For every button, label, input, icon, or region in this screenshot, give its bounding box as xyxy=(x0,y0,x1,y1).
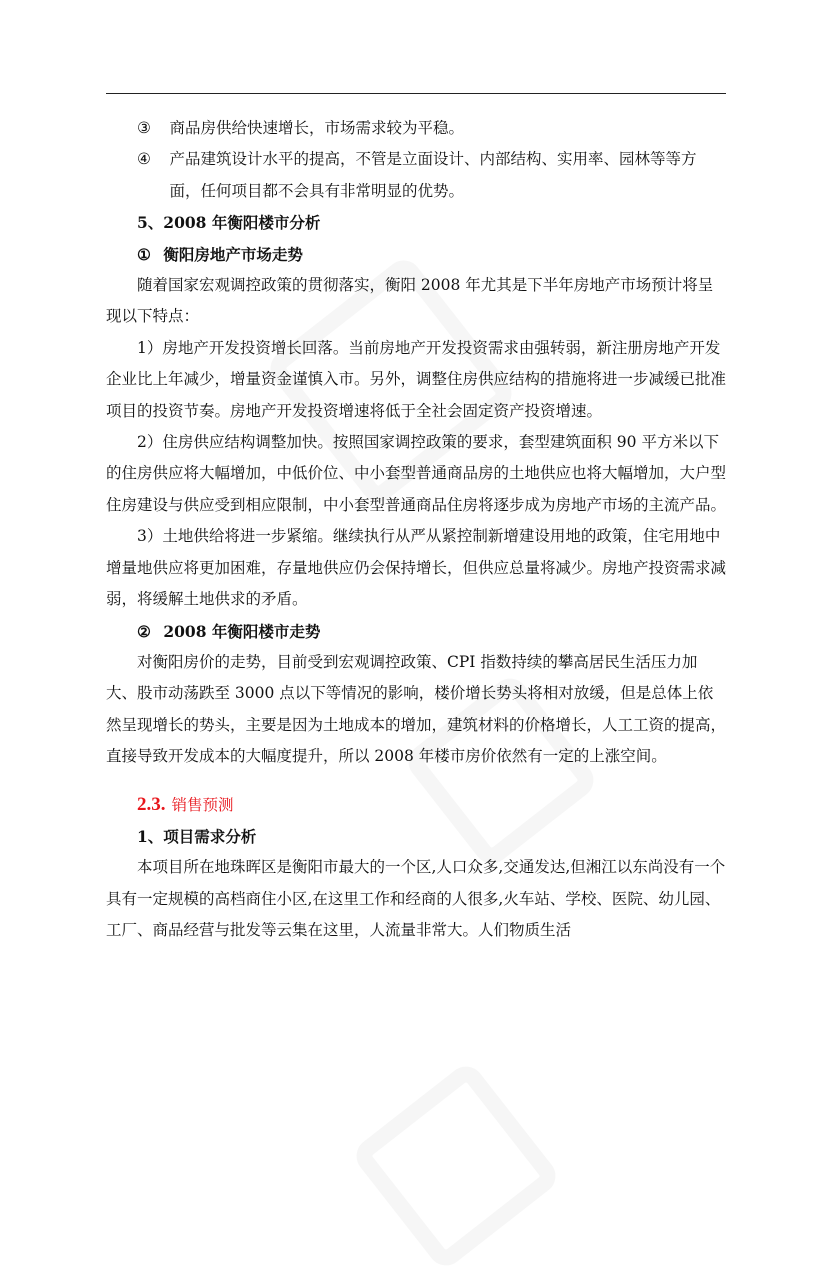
subheading-number: ② xyxy=(137,621,151,641)
subheading-price-trend xyxy=(106,616,726,647)
item-number: ③ xyxy=(137,119,151,137)
item-text: 商品房供给快速增长，市场需求较为平稳。 xyxy=(169,119,465,137)
subheading-text: 衡阳房地产市场走势 xyxy=(163,244,303,264)
subheading-number: ① xyxy=(137,244,151,264)
section-number: 2.3. xyxy=(137,793,166,815)
heading-demand-analysis: 1、项目需求分析 xyxy=(137,826,257,846)
list-item-4 xyxy=(106,144,726,207)
section-title-sales-forecast xyxy=(106,789,726,821)
paragraph-investment: 1）房地产开发投资增长回落。当前房地产开发投资需求由强转弱，新注册房地产开发企业比上年减少，增量资金谨慎入市。另外，调整住房供应结构的措施将进一步减缓已批准项目的投资节奏。房地产开发投资增速将低于全社会固定资产投资增速。 xyxy=(106,338,727,420)
subheading-text: 2008 年衡阳楼市走势 xyxy=(163,621,321,641)
subheading-market-trend xyxy=(106,239,726,270)
heading-market-analysis: 5、2008 年衡阳楼市分析 xyxy=(137,213,321,233)
paragraph-demand: 本项目所在地珠晖区是衡阳市最大的一个区,人口众多,交通发达,但湘江以东尚没有一个具有一定规模的高档商住小区,在这里工作和经商的人很多,火车站、学校、医院、幼儿园、工厂、商品经营与批发等云集在这里，人流量非常大。人们物质生活 xyxy=(106,858,726,940)
page-content xyxy=(106,113,726,947)
paragraph-price-trend: 对衡阳房价的走势，目前受到宏观调控政策、CPI 指数持续的攀高居民生活压力加大、股市动荡跌至 3000 点以下等情况的影响，楼价增长势头将相对放缓，但是总体上依然呈现增长的势头，主要是因为土地成本的增加，建筑材料的价格增长，人工工资的提高，直接导致开发成本的大幅度提升，所以 2008 年楼市房价依然有一定的上涨空间。 xyxy=(106,652,727,766)
item-number: ④ xyxy=(137,150,151,169)
paragraph-land-supply: 3）土地供给将进一步紧缩。继续执行从严从紧控制新增建设用地的政策，住宅用地中增量地供应将更加困难，存量地供应仍会保持增长，但供应总量将减少。房地产投资需求减弱，将缓解土地供求的矛盾。 xyxy=(106,527,727,609)
paragraph-intro: 随着国家宏观调控政策的贯彻落实，衡阳 2008 年尤其是下半年房地产市场预计将呈现以下特点： xyxy=(106,276,714,326)
paragraph-supply-structure: 2）住房供应结构调整加快。按照国家调控政策的要求，套型建筑面积 90 平方米以下的住房供应将大幅增加，中低价位、中小套型普通商品房的土地供应也将大幅增加，大户型住房建设与供应受到相应限制，中小套型普通商品住房将逐步成为房地产市场的主流产品。 xyxy=(106,433,727,514)
list-item-3 xyxy=(106,113,726,144)
item-text: 产品建筑设计水平的提高，不管是立面设计、内部结构、实用率、园林等等方面，任何项目都不会具有非常明显的优势。 xyxy=(169,150,697,200)
header-rule xyxy=(106,93,726,94)
section-text: 销售预测 xyxy=(171,795,234,814)
